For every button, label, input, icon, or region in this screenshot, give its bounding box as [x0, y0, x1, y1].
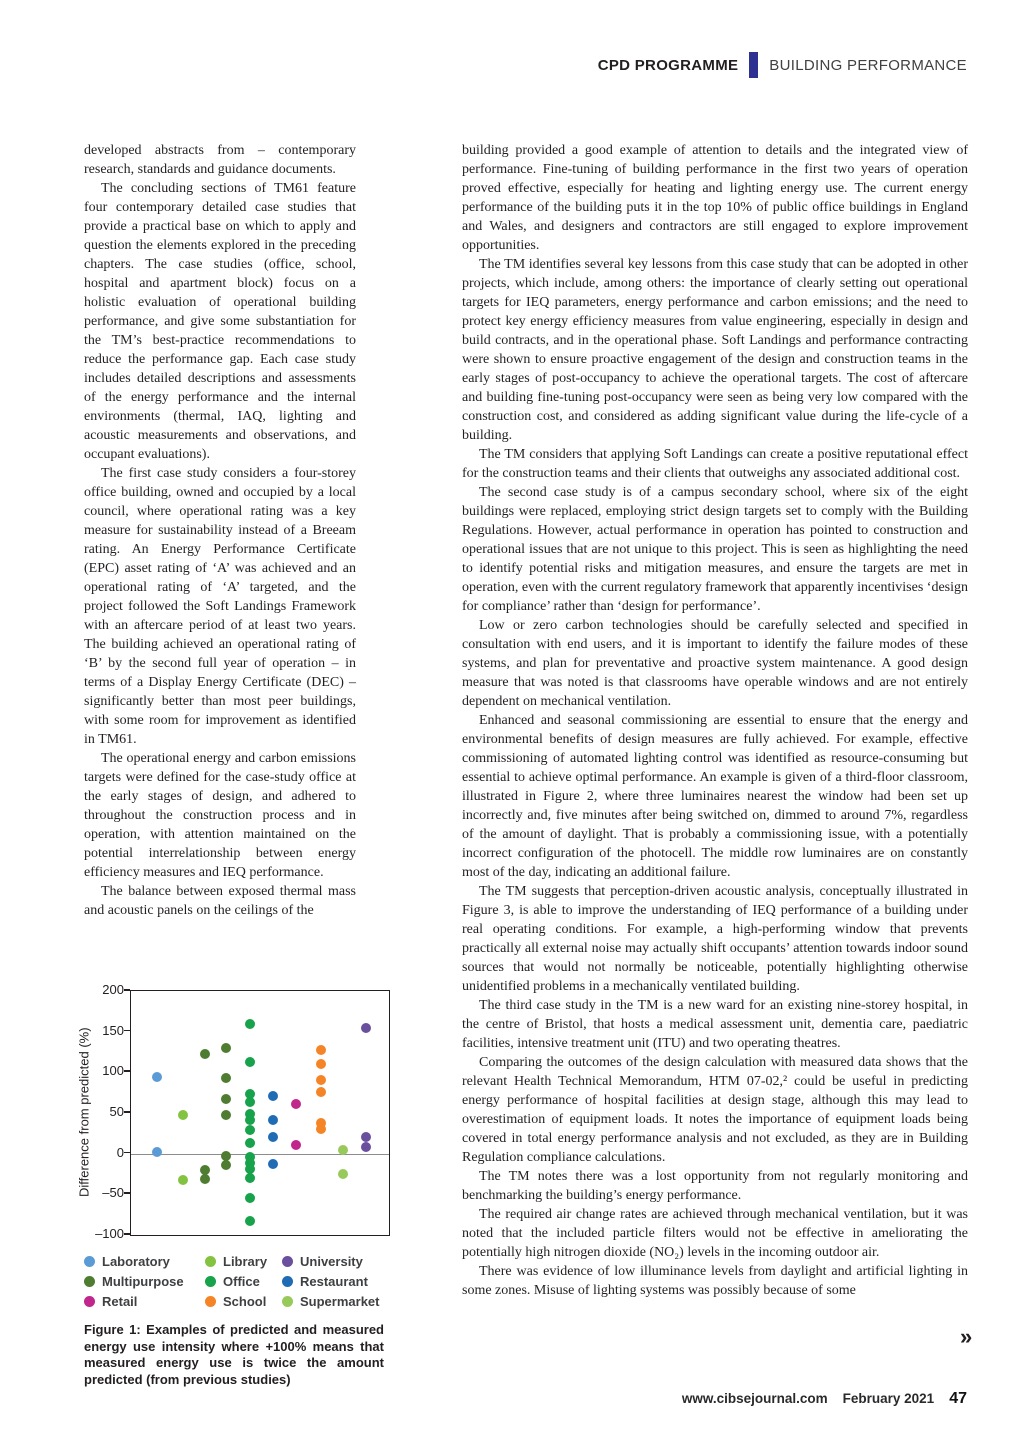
legend-label: Supermarket [300, 1294, 380, 1309]
data-point-office [245, 1115, 255, 1125]
data-point-office [245, 1057, 255, 1067]
legend-label: Multipurpose [102, 1274, 184, 1289]
y-tick-label: 150 [102, 1022, 124, 1038]
paragraph: The operational energy and carbon emissions targets were defined for the case-study office at the early stages of design, and adhered to throughout the construction process and in operation, with attention maintained on the potential interrelationship between energy efficiency measures and IEQ performance. [84, 751, 356, 880]
footer-issue-date: February 2021 [842, 1391, 935, 1406]
data-point-university [361, 1132, 371, 1142]
paragraph: building provided a good example of attention to details and the integrated view of performance. Fine-tuning of building performance in the first two years of operation proved effective, especially for heating and lighting energy use. The current energy performance of the building puts it in the top 10% of public office buildings in England and Wales, and designers and contractors are still engaged to explore improvement opportunities. [462, 143, 968, 253]
paragraph: There was evidence of low illuminance levels from daylight and artificial lighting in some zones. Misuse of lighting systems was possibly because of some [462, 1264, 968, 1298]
legend-item-school [205, 1294, 282, 1309]
header-section-label: BUILDING PERFORMANCE [769, 56, 967, 74]
y-tick-label: 50 [109, 1104, 124, 1119]
page-footer [682, 1390, 967, 1408]
chart-legend [84, 1254, 390, 1309]
legend-item-restaurant [282, 1274, 390, 1289]
data-point-office [245, 1193, 255, 1203]
paragraph: Comparing the outcomes of the design calculation with measured data shows that the relevant Health Technical Memorandum, HTM 07-02,² could be useful in predicting energy performance of hospital facilities at design stage, although this may lead to overestimation of equipment loads. It notes the importance of equipment loads being covered in total energy performance analysis and not excluded, as they are in Building Regulation compliance calculations. [462, 1055, 968, 1165]
figure-1 [76, 982, 390, 1388]
data-point-school [316, 1075, 326, 1085]
paragraph: Low or zero carbon technologies should be carefully selected and specified in consultation with end users, and it is important to identify the failure modes of these systems, and plan for preventative and proactive system maintenance. A good design measure that was noted is that classrooms have operable windows and are not entirely dependent on mechanical ventilation. [462, 618, 968, 709]
paragraph: The required air change rates are achieved through mechanical ventilation, but it was noted that the included particle filters would not be effective in ameliorating the potentially high nitrogen dioxide (NO₂) levels in the incoming outdoor air. [462, 1207, 968, 1260]
footer-website: www.cibsejournal.com [681, 1391, 828, 1406]
data-point-supermarket [338, 1145, 348, 1155]
data-point-restaurant [268, 1091, 278, 1101]
paragraph: The balance between exposed thermal mass and acoustic panels on the ceilings of the [84, 884, 356, 918]
data-point-retail [291, 1140, 301, 1150]
legend-label: Library [223, 1254, 268, 1269]
data-point-multipurpose [221, 1110, 231, 1120]
paragraph: The TM identifies several key lessons from this case study that can be adopted in other projects, which include, among others: the importance of clearly setting out operational targets for IEQ parameters, energy performance and carbon emissions; and the need to protect key energy efficiency measures from value engineering, especially in design and build contracts, and in the operational phase. Soft Landings and performance contracting were shown to ensure proactive engagement of the design and construction teams in the early stages of post-occupancy to achieve the operational targets. The cost of aftercare and building fine-tuning post-occupancy were seen as being very low compared with the construction cost, and considered as adding significant value during the life-cycle of a building. [462, 257, 968, 443]
legend-item-office [205, 1274, 282, 1289]
legend-dot [282, 1276, 293, 1287]
footer-page-number: 47 [949, 1390, 967, 1407]
data-point-multipurpose [221, 1160, 231, 1170]
data-point-office [245, 1019, 255, 1029]
data-point-retail [291, 1099, 301, 1109]
y-tick-label: 100 [102, 1063, 124, 1079]
paragraph: The third case study in the TM is a new ward for an existing nine-storey hospital, in the centre of Bristol, that hosts a medical assessment unit, dementia care, paediatric facilities, intensive treatment unit (ITU) and two operating theatres. [462, 998, 968, 1051]
legend-label: Restaurant [300, 1274, 368, 1289]
data-point-university [361, 1023, 371, 1033]
paragraph: The TM notes there was a lost opportunity from not regularly monitoring and benchmarking the building’s energy performance. [462, 1169, 968, 1203]
chart-plot [130, 990, 390, 1236]
right-column [462, 141, 968, 1300]
legend-dot [84, 1256, 95, 1267]
legend-dot [205, 1256, 216, 1267]
legend-dot [205, 1276, 216, 1287]
paragraph: The TM considers that applying Soft Landings can create a positive reputational effect for the construction teams and their clients that outweighs any associated additional cost. [462, 447, 968, 481]
continued-chevron-icon: » [960, 1324, 973, 1349]
data-point-multipurpose [221, 1043, 231, 1053]
paragraph: The TM suggests that perception-driven acoustic analysis, conceptually illustrated in Figure 3, is able to improve the understanding of IEQ performance of a building under real operating conditions. For example, a high-performing window that prevents practically all external noise may actually shift occupants’ attention towards indoor sound sources that would not normally be noticeable, potentially highlighting otherwise unidentified problems in a mechanically ventilated building. [462, 884, 968, 994]
data-point-restaurant [268, 1115, 278, 1125]
y-tick-label: 0 [116, 1144, 124, 1160]
legend-label: Retail [102, 1294, 138, 1309]
header-divider-bar [749, 52, 758, 78]
y-axis-label: Difference from predicted (%) [76, 1027, 92, 1197]
data-point-school [316, 1059, 326, 1069]
header-programme-label: CPD PROGRAMME [597, 56, 739, 74]
paragraph: Enhanced and seasonal commissioning are essential to ensure that the energy and environmental benefits of design measures are fully achieved. For example, effective commissioning of automated lighting control was identified as resource-consuming but essential to achieve optimal performance. An example is given of a third-floor classroom, illustrated in Figure 2, where three luminaires nearest the window had been set up incorrectly and, five minutes after being switched on, dimmed to around 7%, regardless of the amount of daylight. That is probably a commissioning issue, with a potentially incorrect configuration of the photocell. The middle row luminaires are on constantly most of the day, indicating an additional failure. [462, 713, 968, 880]
data-point-university [361, 1142, 371, 1152]
legend-label: Laboratory [102, 1254, 170, 1269]
data-point-library [178, 1175, 188, 1185]
data-point-multipurpose [200, 1174, 210, 1184]
data-point-office [245, 1125, 255, 1135]
zero-baseline [131, 1154, 389, 1156]
legend-label: University [300, 1254, 363, 1269]
legend-item-retail [84, 1294, 205, 1309]
data-point-office [245, 1097, 255, 1107]
paragraph: The first case study considers a four-storey office building, owned and occupied by a local council, where operational rating was a key measure for sustainability instead of a Breeam rating. An Energy Performance Certificate (EPC) asset rating of ‘A’ was achieved and an operational rating of ‘A’ targeted, and the project followed the Soft Landings Framework with an aftercare period of at least two years. The building achieved an operational rating of ‘B’ by the second full year of operation – in terms of a Display Energy Certificate (DEC) – significantly better than most peer buildings, with some room for improvement as identified in TM61. [84, 466, 356, 747]
legend-label: Office [223, 1274, 260, 1289]
paragraph: The second case study is of a campus secondary school, where six of the eight buildings were replaced, employing strict design targets set to comply with the Building Regulations. However, actual performance in operation has pointed to construction and operational issues that are not unique to this project. This is seen as highlighting the need to identify potential risks and mitigation measures, and ensure the targets are met in operation, even with the current regulatory framework that apparently incentivises ‘design for compliance’ rather than ‘design for performance’. [462, 485, 968, 614]
data-point-supermarket [338, 1169, 348, 1179]
legend-item-supermarket [282, 1294, 390, 1309]
data-point-multipurpose [221, 1094, 231, 1104]
data-point-office [245, 1216, 255, 1226]
data-point-office [245, 1138, 255, 1148]
data-point-laboratory [152, 1147, 162, 1157]
paragraph: developed abstracts from – contemporary research, standards and guidance documents. [84, 143, 356, 177]
legend-dot [282, 1256, 293, 1267]
figure-caption: Figure 1: Examples of predicted and measured energy use intensity where +100% means that measured energy use is twice the amount predicted (from previous studies) [84, 1322, 384, 1387]
legend-dot [84, 1296, 95, 1307]
page-header [598, 52, 967, 78]
scatter-chart [76, 982, 390, 1244]
legend-item-university [282, 1254, 390, 1269]
legend-label: School [223, 1294, 267, 1309]
legend-dot [205, 1296, 216, 1307]
y-tick-label: –100 [95, 1226, 124, 1241]
paragraph: The concluding sections of TM61 feature four contemporary detailed case studies that provide a practical base on which to apply and question the elements explored in the preceding chapters. The case studies (office, school, hospital and apartment block) focus on a holistic evaluation of operational building performance, and give some substantiation for the TM’s best-practice recommendations to reduce the performance gap. Each case study includes detailed descriptions and assessments of the energy performance and the internal environments (thermal, IAQ, lighting and acoustic measurements and observations, and occupant evaluations). [84, 181, 356, 462]
data-point-school [316, 1124, 326, 1134]
left-column [84, 141, 356, 920]
legend-item-library [205, 1254, 282, 1269]
data-point-laboratory [152, 1072, 162, 1082]
y-tick-label: 200 [102, 982, 124, 997]
legend-item-multipurpose [84, 1274, 205, 1289]
legend-item-laboratory [84, 1254, 205, 1269]
data-point-multipurpose [200, 1049, 210, 1059]
data-point-restaurant [268, 1132, 278, 1142]
data-point-office [245, 1173, 255, 1183]
data-point-library [178, 1110, 188, 1120]
data-point-school [316, 1045, 326, 1055]
y-tick-label: –50 [102, 1185, 124, 1201]
data-point-school [316, 1087, 326, 1097]
data-point-multipurpose [221, 1073, 231, 1083]
legend-dot [84, 1276, 95, 1287]
data-point-restaurant [268, 1159, 278, 1169]
legend-dot [282, 1296, 293, 1307]
